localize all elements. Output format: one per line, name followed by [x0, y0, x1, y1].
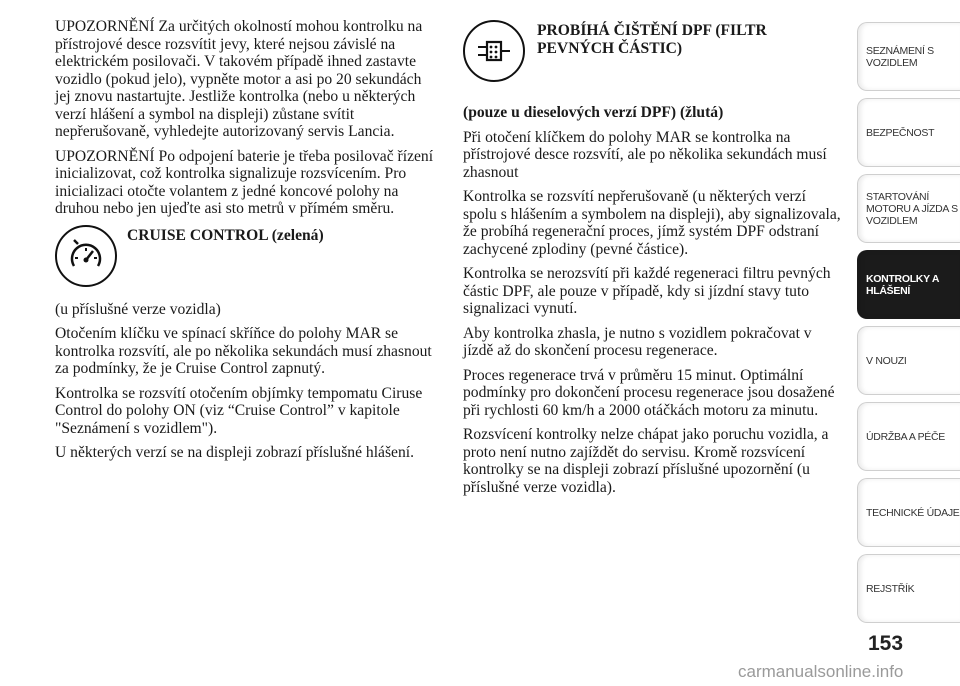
dpf-filter-icon: [463, 20, 525, 82]
tab-kontrolky[interactable]: KONTROLKY A HLÁŠENÍ: [857, 250, 960, 319]
watermark: carmanualsonline.info: [738, 662, 904, 681]
tab-udrzba[interactable]: ÚDRŽBA A PÉČE: [857, 402, 960, 471]
warning-battery-disconnect: UPOZORNĚNÍ Po odpojení baterie je třeba posilovač řízení inicializovat, což kontrolka signalizuje rozsvícením. Pro inicializaci otočte volantem z jedné koncové polohy na druhou nebo jen ujeďte asi sto metrů v přímém směru.: [55, 147, 434, 217]
warning-steering-restart: UPOZORNĚNÍ Za určitých okolností mohou kontrolku na přístrojové desce rozsvítit jevy, které nejsou závislé na elektrickém posilovači. V takovém případě ihned zastavte vozidlo (pokud jelo), vypněte motor a asi po 20 sekundách jej znovu nastartujte. Jestliže kontrolka (nebo u některých verzí hlášení a symbol na displeji) zůstane svítit nepřerušovaně, vyhledejte autorizovaný servis Lancia.: [55, 18, 423, 140]
cruise-control-header: [55, 225, 440, 287]
tab-seznameni[interactable]: SEZNÁMENÍ S VOZIDLEM: [857, 22, 960, 91]
chapter-tabs: [857, 22, 960, 630]
cruise-paragraph-2: Kontrolka se rozsvítí otočením objímky tempomatu Ciruse Control do polohy ON (viz “Cruise Control” v kapitole "Seznámení s vozidlem").: [55, 384, 423, 437]
tab-v-nouzi[interactable]: V NOUZI: [857, 326, 960, 395]
tab-technicke[interactable]: TECHNICKÉ ÚDAJE: [857, 478, 960, 547]
cruise-version-note: (u příslušné verze vozidla): [55, 300, 221, 318]
dpf-paragraph-2: Kontrolka se rozsvítí nepřerušovaně (u některých verzí spolu s hlášením a symbolem na displeji), aby signalizovala, že probíhá regenerační proces, jímž systém DPF odstraní zachycené zplodiny (pevné částice).: [463, 188, 841, 258]
cruise-control-title: CRUISE CONTROL (zelená): [127, 226, 324, 244]
dpf-paragraph-1: Při otočení klíčkem do polohy MAR se kontrolka na přístrojové desce rozsvítí, ale po několika sekundách musí zhasnout: [463, 128, 827, 181]
dpf-paragraph-6: Rozsvícení kontrolky nelze chápat jako poruchu vozidla, a proto není nutno zajíždět do servisu. Kromě rozsvícení kontrolky se na displeji zobrazí příslušné upozornění (u příslušné verze vozidla).: [463, 426, 829, 496]
dpf-paragraph-4: Aby kontrolka zhasla, je nutno s vozidlem pokračovat v jízdě až do skončení procesu regenerace.: [463, 324, 812, 359]
tab-bezpecnost[interactable]: BEZPEČNOST: [857, 98, 960, 167]
left-column: [55, 18, 440, 469]
dpf-header: [463, 20, 841, 82]
tab-rejstrik[interactable]: REJSTŘÍK: [857, 554, 960, 623]
page-number: 153: [868, 632, 904, 655]
cruise-paragraph-1: Otočením klíčku ve spínací skříňce do polohy MAR se kontrolka rozsvítí, ale po několika sekundách musí zhasnout za podmínky, že je Cruise Control zapnutý.: [55, 325, 432, 377]
speedometer-icon: [55, 225, 117, 287]
dpf-subtitle: (pouze u dieselových verzí DPF) (žlutá): [463, 104, 724, 121]
dpf-title: PROBÍHÁ ČIŠTĚNÍ DPF (FILTR PEVNÝCH ČÁSTIC): [537, 22, 767, 57]
cruise-paragraph-3: U některých verzí se na displeji zobrazí příslušné hlášení.: [55, 444, 414, 461]
dpf-paragraph-5: Proces regenerace trvá v průměru 15 minut. Optimální podmínky pro dokončení procesu regenerace jsou dosažené při rychlosti 60 km/h a 2000 otáčkách motoru za minutu.: [463, 366, 835, 419]
right-column: [463, 18, 841, 503]
tab-startovani[interactable]: STARTOVÁNÍ MOTORU A JÍZDA S VOZIDLEM: [857, 174, 960, 243]
dpf-paragraph-3: Kontrolka se nerozsvítí při každé regeneraci filtru pevných částic DPF, ale pouze v případě, kdy si jízdní stavy tuto signalizaci vynutí.: [463, 265, 831, 317]
